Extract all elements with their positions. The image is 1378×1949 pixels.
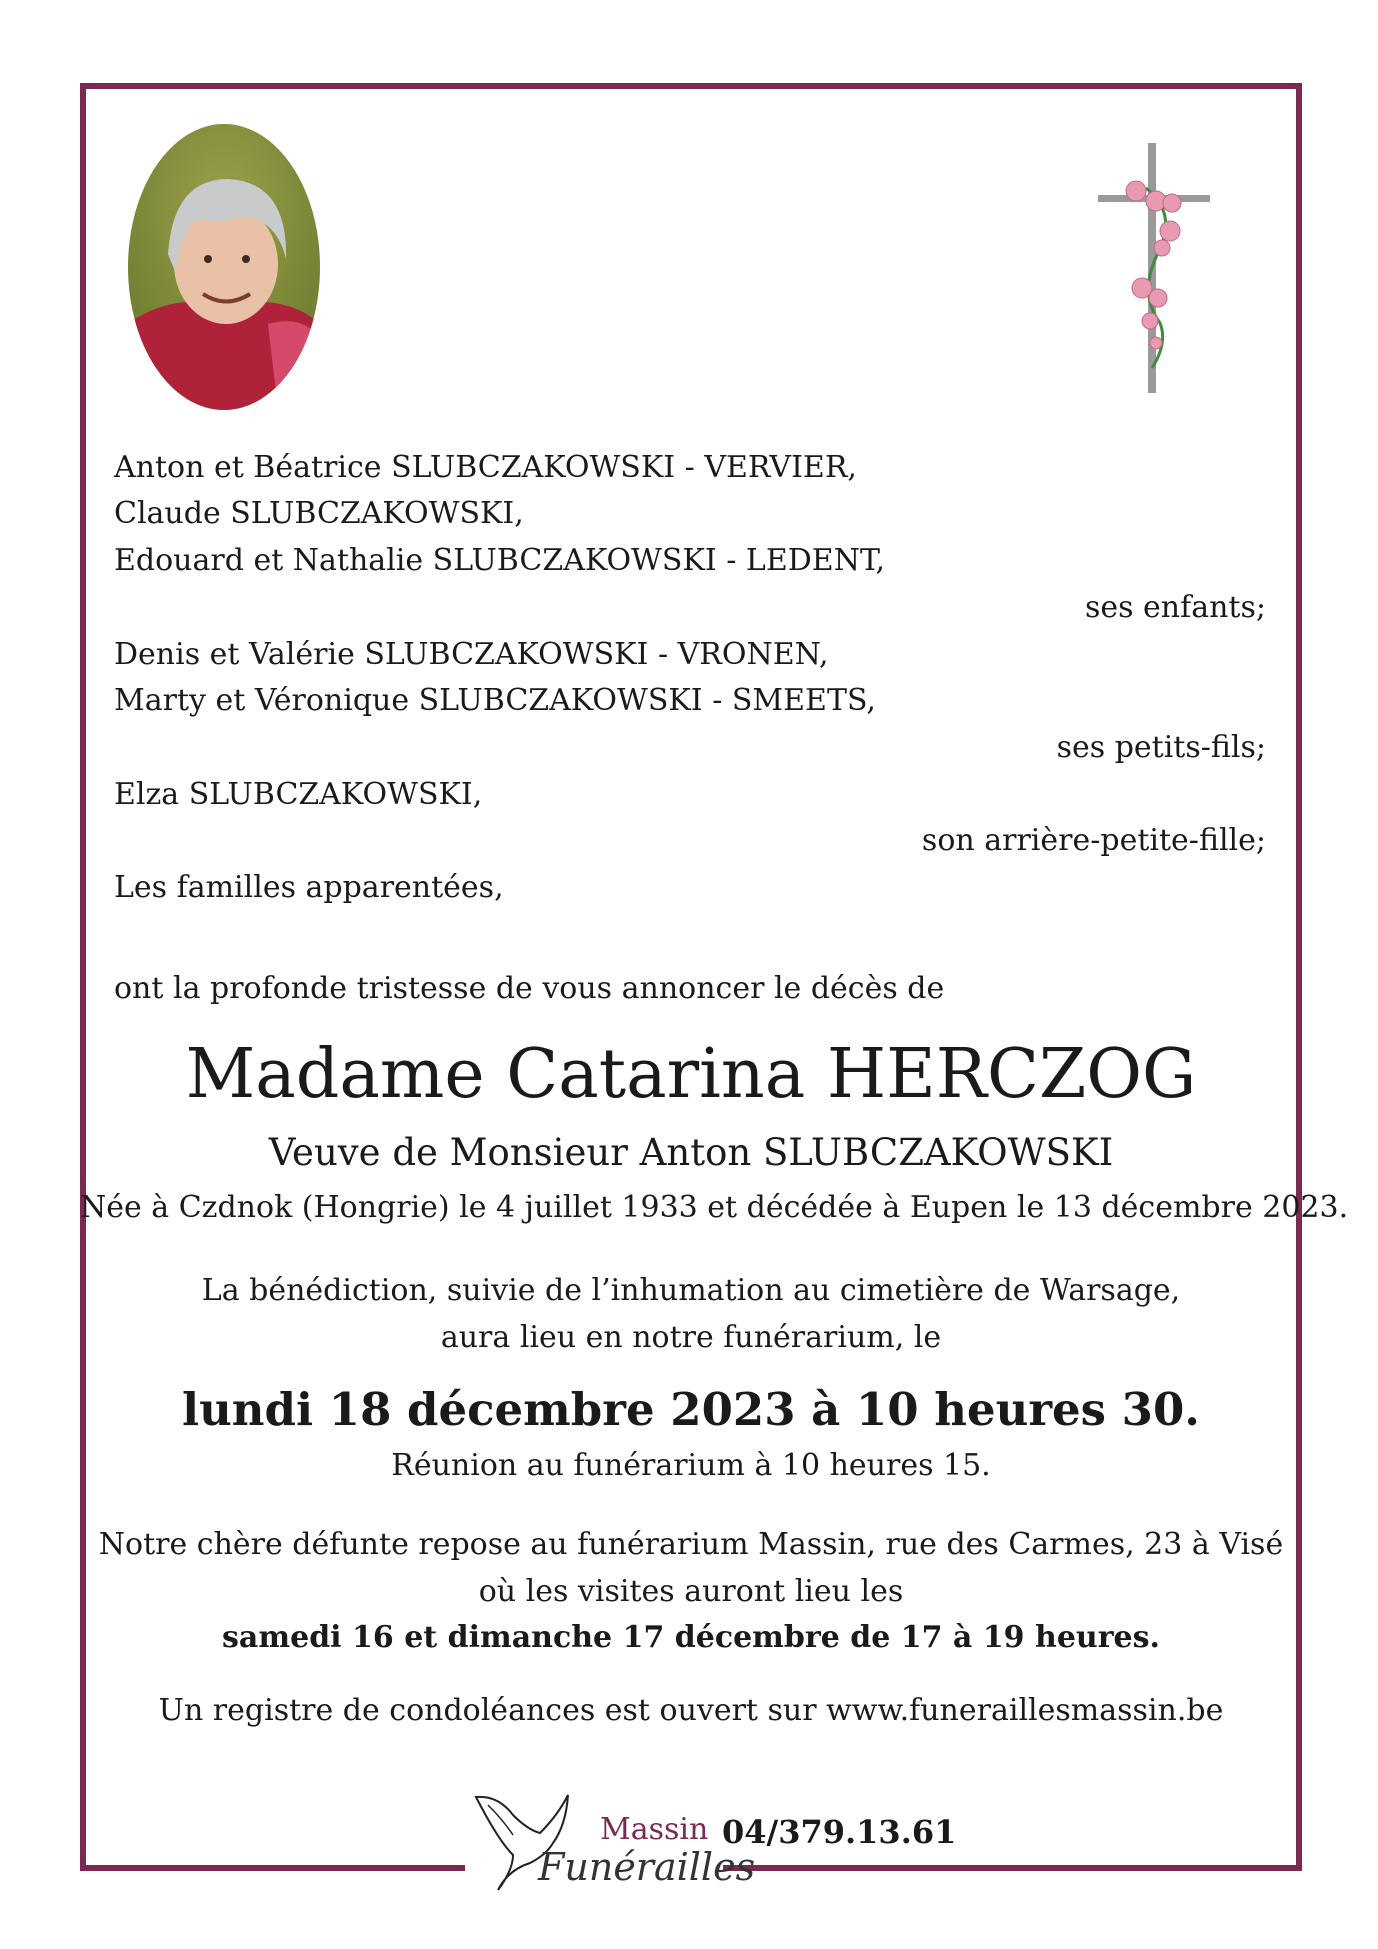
family-line: Claude SLUBCZAKOWSKI, bbox=[114, 496, 524, 531]
meeting-time: Réunion au funérarium à 10 heures 15. bbox=[391, 1448, 991, 1483]
flowered-cross-icon bbox=[1098, 143, 1210, 393]
birth-death: Née à Czdnok (Hongrie) le 4 juillet 1933 et décédée à Eupen le 13 décembre 2023. bbox=[80, 1190, 1349, 1225]
ceremony-date: lundi 18 décembre 2023 à 10 heures 30. bbox=[182, 1383, 1200, 1436]
visitation-line: Notre chère défunte repose au funérarium Massin, rue des Carmes, 23 à Visé bbox=[98, 1527, 1284, 1562]
portrait-photo bbox=[128, 124, 320, 410]
relation-label: ses enfants; bbox=[1084, 590, 1266, 625]
family-line: Edouard et Nathalie SLUBCZAKOWSKI - LEDENT, bbox=[114, 543, 886, 578]
ceremony-line: aura lieu en notre funérarium, le bbox=[440, 1320, 942, 1355]
phone-number: 04/379.13.61 bbox=[722, 1813, 957, 1851]
family-line: Marty et Véronique SLUBCZAKOWSKI - SMEETS, bbox=[114, 683, 876, 718]
relation-label: ses petits-fils; bbox=[1056, 730, 1266, 765]
family-line: Denis et Valérie SLUBCZAKOWSKI - VRONEN, bbox=[114, 637, 829, 672]
visitation-line: où les visites auront lieu les bbox=[478, 1574, 904, 1609]
deceased-name: Madame Catarina HERCZOG bbox=[185, 1035, 1197, 1114]
visitation-dates: samedi 16 et dimanche 17 décembre de 17 à 19 heures. bbox=[222, 1620, 1160, 1655]
widow-of: Veuve de Monsieur Anton SLUBCZAKOWSKI bbox=[268, 1131, 1114, 1174]
logo-word-massin: Massin bbox=[600, 1812, 709, 1847]
ceremony-line: La bénédiction, suivie de l’inhumation au cimetière de Warsage, bbox=[201, 1273, 1181, 1308]
logo-word-funerailles: Funérailles bbox=[538, 1845, 756, 1889]
condolences-line: Un registre de condoléances est ouvert sur www.funeraillesmassin.be bbox=[158, 1693, 1224, 1728]
family-line: Anton et Béatrice SLUBCZAKOWSKI - VERVIER, bbox=[114, 450, 857, 485]
family-line: Elza SLUBCZAKOWSKI, bbox=[114, 777, 483, 812]
family-line: Les familles apparentées, bbox=[114, 870, 504, 905]
announcement-intro: ont la profonde tristesse de vous annoncer le décès de bbox=[114, 971, 945, 1006]
relation-label: son arrière-petite-fille; bbox=[921, 823, 1266, 858]
